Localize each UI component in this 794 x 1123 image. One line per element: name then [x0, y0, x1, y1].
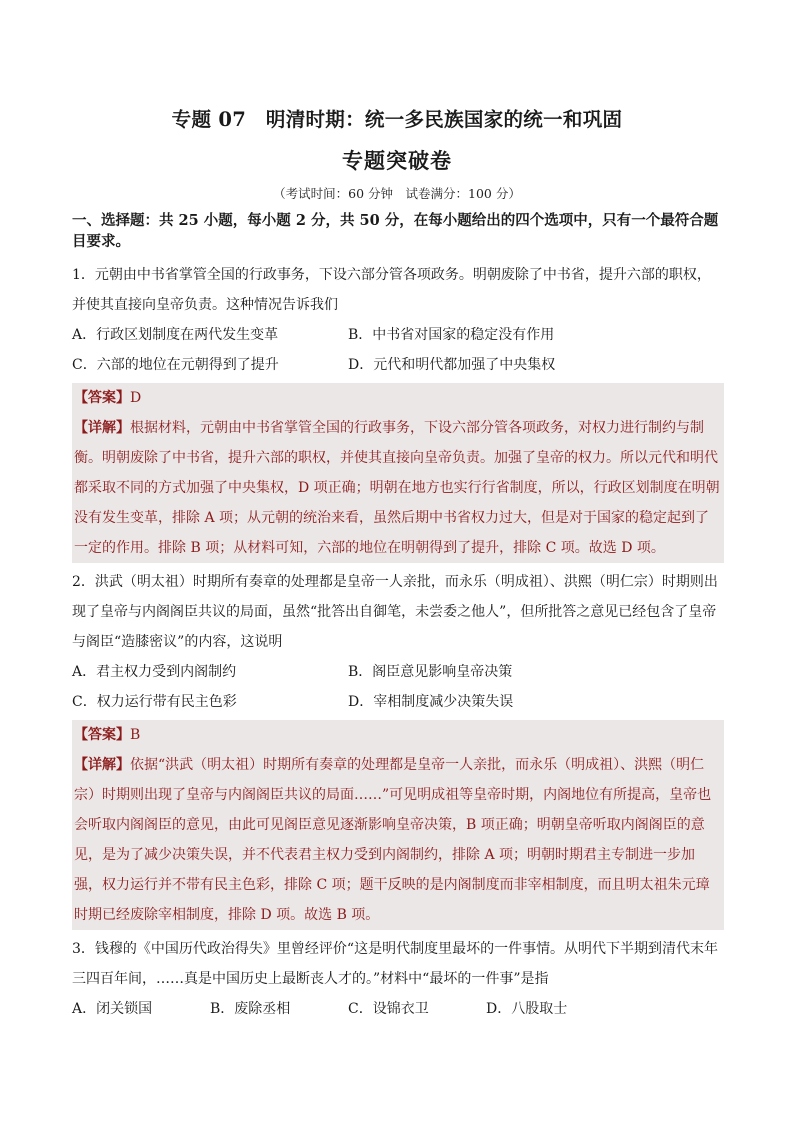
answer-line — [74, 383, 722, 413]
detail-body: 依据“洪武（明太祖）时期所有奏章的处理都是皇帝一人亲批，而永乐（明成祖）、洪熙（明仁宗）时期则出现了皇帝与内阁阁臣共议的局面……”可见明成祖等皇帝时期，内阁地位有所提高，皇帝也会听取内阁阁臣的意见，由此可见阁臣意见逐渐影响皇帝决策，B 项正确；明朝皇帝听取内阁阁臣的意见，是为了减少决策失误，并不代表君主权力受到内阁制约，排除 A 项；明朝时期君主专制进一步加强，权力运行并不带有民主色彩，排除 C 项；题干反映的是内阁制度而非宰相制度，而且明太祖朱元璋时期已经废除宰相制度，排除 D 项。故选 B 项。 — [74, 757, 712, 923]
answer-label: 【答案】 — [74, 390, 130, 406]
question-2 — [72, 567, 724, 930]
option-a: A．君主权力受到内阁制约 — [72, 664, 237, 680]
answer-value: D — [130, 390, 142, 406]
option-d: D．元代和明代都加强了中央集权 — [348, 357, 556, 373]
option-row — [72, 994, 724, 1024]
section-heading: 一、选择题：共 25 小题，每小题 2 分，共 50 分，在每小题给出的四个选项中，只有一个最符合题目要求。 — [72, 212, 719, 250]
question-1 — [72, 260, 724, 563]
option-c: C．权力运行带有民主色彩 — [72, 694, 237, 710]
detail-label: 【详解】 — [74, 420, 130, 436]
answer-box — [72, 383, 724, 563]
option-c: C．设锦衣卫 — [348, 1001, 429, 1017]
page-title: 专题 07 明清时期：统一多民族国家的统一和巩固 — [171, 108, 623, 131]
option-d: D．八股取士 — [486, 1001, 568, 1017]
detail-text — [74, 750, 722, 930]
option-b: B．废除丞相 — [210, 1001, 291, 1017]
page-subtitle: 专题突破卷 — [342, 148, 452, 173]
option-b: B．阁臣意见影响皇帝决策 — [348, 664, 513, 680]
question-3 — [72, 934, 724, 1024]
answer-label: 【答案】 — [74, 727, 130, 743]
answer-line — [74, 720, 722, 750]
detail-body: 根据材料，元朝由中书省掌管全国的行政事务，下设六部分管各项政务，对权力进行制约与制衡。明朝废除了中书省，提升六部的职权，并使其直接向皇帝负责。加强了皇帝的权力。所以元代和明代都采取不同的方式加强了中央集权，D 项正确；明朝在地方也实行行省制度，所以，行政区划制度在明朝没有发生变革，排除 A 项；从元朝的统治来看，虽然后期中书省权力过大，但是对于国家的稳定起到了一定的作用。排除 B 项；从材料可知，六部的地位在明朝得到了提升，排除 C 项。故选 D 项。 — [74, 420, 720, 556]
option-c: C．六部的地位在元朝得到了提升 — [72, 357, 279, 373]
exam-meta: （考试时间：60 分钟 试卷满分：100 分） — [273, 186, 521, 201]
option-row — [72, 320, 724, 350]
answer-value: B — [130, 727, 141, 743]
detail-label: 【详解】 — [74, 757, 130, 773]
option-a: A．闭关锁国 — [72, 1001, 153, 1017]
question-stem: 1．元朝由中书省掌管全国的行政事务，下设六部分管各项政务。明朝废除了中书省，提升六部的职权，并使其直接向皇帝负责。这种情况告诉我们 — [72, 267, 711, 313]
option-row — [72, 687, 724, 717]
option-b: B．中书省对国家的稳定没有作用 — [348, 327, 555, 343]
answer-box — [72, 720, 724, 930]
question-stem: 2．洪武（明太祖）时期所有奏章的处理都是皇帝一人亲批，而永乐（明成祖）、洪熙（明仁宗）时期则出现了皇帝与内阁阁臣共议的局面，虽然“批答出自御笔，未尝委之他人”，但所批答之意见已经包含了皇帝与阁臣“造膝密议”的内容，这说明 — [72, 574, 718, 650]
option-row — [72, 350, 724, 380]
option-a: A．行政区划制度在两代发生变革 — [72, 327, 279, 343]
detail-text — [74, 413, 722, 563]
content — [72, 210, 724, 1024]
question-stem: 3．钱穆的《中国历代政治得失》里曾经评价“这是明代制度里最坏的一件事情。从明代下半期到清代末年三四百年间，……真是中国历史上最断丧人才的。”材料中“最坏的一件事”是指 — [72, 941, 719, 987]
option-d: D．宰相制度减少决策失误 — [348, 694, 514, 710]
option-row — [72, 657, 724, 687]
